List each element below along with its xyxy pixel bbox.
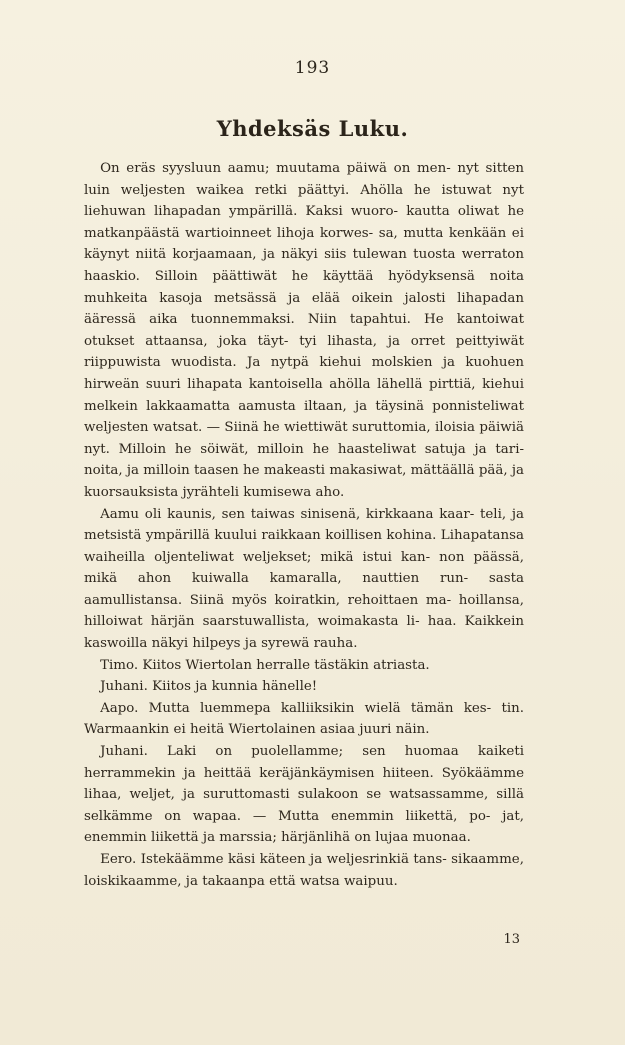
signature-mark: 13 [503, 932, 520, 947]
paragraph: Timo. Kiitos Wiertolan herralle tästäkin atriasta. [100, 657, 430, 673]
paragraph: Eero. Istekäämme käsi käteen ja weljesrinkiä tans- sikaamme, loiskikaamme, ja takaanpa että watsa waipuu. [84, 852, 524, 889]
paragraph: Aapo. Mutta luemmepa kalliiksikin wielä tämän kes- tin. Warmaankin ei heitä Wiertolainen asiaa juuri näin. [84, 700, 524, 738]
page-number: 193 [294, 58, 331, 78]
paragraph: On eräs syysluun aamu; muutama päiwä on men- nyt sitten luin weljesten waikea retki päättyi. Ahölla he istuwat nyt liehuwan lihapadan ympärillä. Kaksi wuoro- kautta oliwat he matkanpäästä wartioinneet lihoja korwes- sa, mutta kenkään ei käynyt niitä korjaamaan, ja näkyi siis tulewan tuosta werraton haaskio. Silloin päättiwät he käyttää hyödyksensä noita muhkeita kasoja metsässä ja elää oikein jalosti lihapadan ääressä aika tuonnemmaksi. Niin tapahtui. He kantoiwat otukset attaansa, joka täyt- tyi lihasta, ja orret peittyiwät riippuwista wuodista. Ja nytpä kiehui molskien ja kuohuen hirweän suuri lihapata kantoisella ahölla lähellä pirttiä, kiehui melkein lakkaamatta aamusta iltaan, ja täysinä ponnisteliwat weljesten watsat. — Siinä he wiettiwät suruttomia, iloisia päiwiä nyt. Milloin he söiwät, milloin he haasteliwat satuja ja tari- noita, ja milloin taasen he makeasti makasiwat, mättäällä pää, ja kuorsauksista jyrähteli kumisewa aho. [84, 161, 525, 500]
paragraph: Juhani. Laki on puolellamme; sen huomaa kaiketi herrammekin ja heittää keräjänkäymisen hiiteen. Syökäämme lihaa, weljet, ja suruttomasti sulakoon se watsassamme, sillä selkämme on wapaa. — Mutta enemmin liikettä, po- jat, enemmin liikettä ja marssia; härjänlihä on lujaa muonaa. [84, 744, 524, 846]
chapter-title: Yhdeksäs Luku. [216, 116, 409, 141]
paragraph: Juhani. Kiitos ja kunnia hänelle! [100, 679, 318, 695]
paragraph: Aamu oli kaunis, sen taiwas sinisenä, kirkkaana kaar- teli, ja metsistä ympärillä kuului raikkaan koillisen kohina. Lihapatansa waiheilla oljenteliwat weljekset; mikä istui kan- non päässä, mikä ahon kuiwalla kamaralla, nauttien run- sasta aamullistansa. Siinä myös koiratkin, rehoittaen ma- hoillansa, hilloiwat härjän saarstuwallista, woimakasta li- haa. Kaikkein kaswoilla näkyi hilpeys ja syrewä rauha. [84, 506, 524, 652]
body-text [84, 158, 524, 892]
